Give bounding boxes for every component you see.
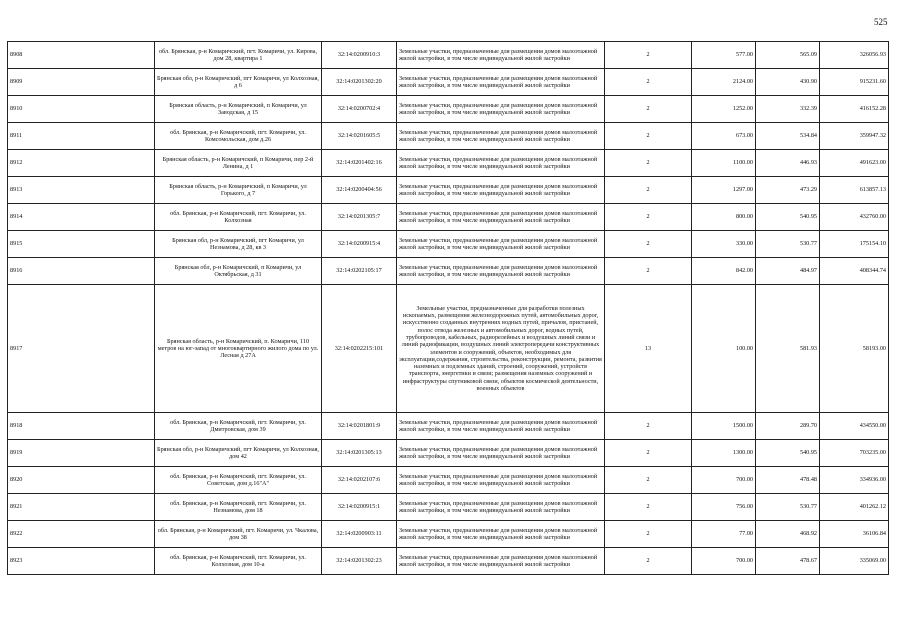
cadastral-number-cell: 32:14:0200702:4 bbox=[322, 96, 397, 123]
area-cell: 1297.00 bbox=[692, 177, 756, 204]
land-use-cell: Земельные участки, предназначенные для размещения домов малоэтажной жилой застройки, в том числе индивидуальной жилой застройки bbox=[397, 69, 605, 96]
category-code-cell: 2 bbox=[605, 521, 692, 548]
category-code-cell: 2 bbox=[605, 413, 692, 440]
address-cell: обл. Брянская, р-н Комаричский, пгт. Комаричи, ул. Незнамова, дом 18 bbox=[155, 494, 322, 521]
cadastral-number-cell: 32:14:0200910:3 bbox=[322, 42, 397, 69]
unit-value-cell: 581.93 bbox=[756, 285, 820, 413]
cadastral-number-cell: 32:14:0201801:9 bbox=[322, 413, 397, 440]
cadastral-value-cell: 326056.93 bbox=[820, 42, 889, 69]
address-cell: Брянская область, р-н Комаричский, п Комаричи, ул Горького, д 7 bbox=[155, 177, 322, 204]
cadastral-value-cell: 491623.00 bbox=[820, 150, 889, 177]
land-use-cell: Земельные участки, предназначенные для размещения домов малоэтажной жилой застройки, в том числе индивидуальной жилой застройки bbox=[397, 440, 605, 467]
area-cell: 100.00 bbox=[692, 285, 756, 413]
unit-value-cell: 473.29 bbox=[756, 177, 820, 204]
unit-value-cell: 565.09 bbox=[756, 42, 820, 69]
area-cell: 1252.00 bbox=[692, 96, 756, 123]
cadastral-number-cell: 32:14:0200404:56 bbox=[322, 177, 397, 204]
cadastral-value-cell: 175154.10 bbox=[820, 231, 889, 258]
address-cell: обл. Брянская, р-н Комаричский, пгт. Комаричи, ул. Советская, дом д.16"А" bbox=[155, 467, 322, 494]
land-use-cell: Земельные участки, предназначенные для размещения домов малоэтажной жилой застройки, в том числе индивидуальной жилой застройки bbox=[397, 548, 605, 575]
cadastral-value-cell: 359947.32 bbox=[820, 123, 889, 150]
unit-value-cell: 430.90 bbox=[756, 69, 820, 96]
row-number-cell: 8918 bbox=[8, 413, 155, 440]
table-row bbox=[8, 177, 889, 204]
category-code-cell: 2 bbox=[605, 204, 692, 231]
land-use-cell: Земельные участки, предназначенные для размещения домов малоэтажной жилой застройки, в том числе индивидуальной жилой застройки bbox=[397, 494, 605, 521]
category-code-cell: 2 bbox=[605, 231, 692, 258]
cadastral-number-cell: 32:14:0200915:1 bbox=[322, 494, 397, 521]
category-code-cell: 2 bbox=[605, 150, 692, 177]
category-code-cell: 2 bbox=[605, 123, 692, 150]
cadastral-number-cell: 32:14:0201402:16 bbox=[322, 150, 397, 177]
cadastral-value-cell: 401262.12 bbox=[820, 494, 889, 521]
row-number-cell: 8908 bbox=[8, 42, 155, 69]
cadastral-number-cell: 32:14:0201302:23 bbox=[322, 548, 397, 575]
category-code-cell: 2 bbox=[605, 177, 692, 204]
row-number-cell: 8922 bbox=[8, 521, 155, 548]
category-code-cell: 2 bbox=[605, 440, 692, 467]
row-number-cell: 8909 bbox=[8, 69, 155, 96]
unit-value-cell: 540.95 bbox=[756, 204, 820, 231]
cadastral-number-cell: 32:14:0202215:101 bbox=[322, 285, 397, 413]
category-code-cell: 2 bbox=[605, 69, 692, 96]
land-use-cell: Земельные участки, предназначенные для размещения домов малоэтажной жилой застройки, в том числе индивидуальной жилой застройки bbox=[397, 177, 605, 204]
row-number-cell: 8913 bbox=[8, 177, 155, 204]
land-use-cell: Земельные участки, предназначенные для размещения домов малоэтажной жилой застройки, в том числе индивидуальной жилой застройки bbox=[397, 521, 605, 548]
table-row bbox=[8, 521, 889, 548]
table-row bbox=[8, 413, 889, 440]
address-cell: обл. Брянская, р-н Комаричский, пгт. Комаричи, ул. Кирова, дом 28, квартира 1 bbox=[155, 42, 322, 69]
row-number-cell: 8921 bbox=[8, 494, 155, 521]
table-row bbox=[8, 467, 889, 494]
row-number-cell: 8911 bbox=[8, 123, 155, 150]
category-code-cell: 2 bbox=[605, 96, 692, 123]
area-cell: 700.00 bbox=[692, 467, 756, 494]
cadastral-value-cell: 613857.13 bbox=[820, 177, 889, 204]
unit-value-cell: 540.95 bbox=[756, 440, 820, 467]
row-number-cell: 8916 bbox=[8, 258, 155, 285]
address-cell: Брянская область, р-н Комаричский, п Комаричи, ул Заводская, д 15 bbox=[155, 96, 322, 123]
unit-value-cell: 478.67 bbox=[756, 548, 820, 575]
table-row bbox=[8, 42, 889, 69]
address-cell: Брянская область, р-н Комаричский, п. Комаричи, 110 метров на юг-запад от многоквартирного жилого дома по ул. Лесная д 27А bbox=[155, 285, 322, 413]
cadastral-value-cell: 915231.60 bbox=[820, 69, 889, 96]
address-cell: обл. Брянская, р-н Комаричский, пгт. Комаричи, ул. Дмитровская, дом 39 bbox=[155, 413, 322, 440]
cadastral-value-cell: 434550.00 bbox=[820, 413, 889, 440]
land-use-cell: Земельные участки, предназначенные для размещения домов малоэтажной жилой застройки, в том числе индивидуальной жилой застройки bbox=[397, 42, 605, 69]
row-number-cell: 8917 bbox=[8, 285, 155, 413]
area-cell: 1100.00 bbox=[692, 150, 756, 177]
cadastral-number-cell: 32:14:0202105:17 bbox=[322, 258, 397, 285]
land-use-cell: Земельные участки, предназначенные для размещения домов малоэтажной жилой застройки, в том числе индивидуальной жилой застройки bbox=[397, 123, 605, 150]
area-cell: 700.00 bbox=[692, 548, 756, 575]
address-cell: Брянская область, р-н Комаричский, п Комаричи, пер 2-й Ленина, д 1 bbox=[155, 150, 322, 177]
land-use-cell: Земельные участки, предназначенные для размещения домов малоэтажной жилой застройки, в том числе индивидуальной жилой застройки bbox=[397, 150, 605, 177]
table-row bbox=[8, 123, 889, 150]
unit-value-cell: 468.92 bbox=[756, 521, 820, 548]
table-row bbox=[8, 96, 889, 123]
row-number-cell: 8923 bbox=[8, 548, 155, 575]
land-use-cell: Земельные участки, предназначенные для размещения домов малоэтажной жилой застройки, в том числе индивидуальной жилой застройки bbox=[397, 413, 605, 440]
area-cell: 842.00 bbox=[692, 258, 756, 285]
address-cell: Брянская обл, р-н Комаричский, пгт Комаричи, ул Незнамова, д 28, кв 3 bbox=[155, 231, 322, 258]
cadastral-value-cell: 703235.00 bbox=[820, 440, 889, 467]
row-number-cell: 8910 bbox=[8, 96, 155, 123]
address-cell: обл. Брянская, р-н Комаричский, пгт. Комаричи, ул. Комсомольская, дом д.26 bbox=[155, 123, 322, 150]
area-cell: 330.00 bbox=[692, 231, 756, 258]
area-cell: 2124.00 bbox=[692, 69, 756, 96]
category-code-cell: 2 bbox=[605, 42, 692, 69]
page-number: 525 bbox=[874, 17, 888, 27]
table-row bbox=[8, 440, 889, 467]
cadastral-number-cell: 32:14:0202107:6 bbox=[322, 467, 397, 494]
table-row bbox=[8, 204, 889, 231]
land-use-cell: Земельные участки, предназначенные для размещения домов малоэтажной жилой застройки, в том числе индивидуальной жилой застройки bbox=[397, 258, 605, 285]
cadastral-number-cell: 32:14:0201305:13 bbox=[322, 440, 397, 467]
unit-value-cell: 289.70 bbox=[756, 413, 820, 440]
table-row bbox=[8, 150, 889, 177]
cadastral-number-cell: 32:14:0201302:20 bbox=[322, 69, 397, 96]
address-cell: обл. Брянская, р-н Комаричский, пгт. Комаричи, ул. Колхозная bbox=[155, 204, 322, 231]
area-cell: 800.00 bbox=[692, 204, 756, 231]
area-cell: 1300.00 bbox=[692, 440, 756, 467]
cadastral-value-cell: 36106.84 bbox=[820, 521, 889, 548]
table-row bbox=[8, 285, 889, 413]
row-number-cell: 8914 bbox=[8, 204, 155, 231]
land-use-cell: Земельные участки, предназначенные для размещения домов малоэтажной жилой застройки, в том числе индивидуальной жилой застройки bbox=[397, 467, 605, 494]
cadastral-number-cell: 32:14:0201605:5 bbox=[322, 123, 397, 150]
address-cell: Брянская обл, р-н Комаричский, п Комаричи, ул Октябрьская, д 31 bbox=[155, 258, 322, 285]
cadastral-value-cell: 432760.00 bbox=[820, 204, 889, 231]
area-cell: 1500.00 bbox=[692, 413, 756, 440]
area-cell: 77.00 bbox=[692, 521, 756, 548]
unit-value-cell: 530.77 bbox=[756, 231, 820, 258]
table-row bbox=[8, 258, 889, 285]
category-code-cell: 2 bbox=[605, 258, 692, 285]
row-number-cell: 8920 bbox=[8, 467, 155, 494]
land-use-cell: Земельные участки, предназначенные для размещения домов малоэтажной жилой застройки, в том числе индивидуальной жилой застройки bbox=[397, 96, 605, 123]
address-cell: обл. Брянская, р-н Комаричский, пгт. Комаричи, ул. Колхозная, дом 10-а bbox=[155, 548, 322, 575]
land-registry-table bbox=[7, 41, 889, 575]
cadastral-value-cell: 58193.00 bbox=[820, 285, 889, 413]
cadastral-value-cell: 416152.28 bbox=[820, 96, 889, 123]
unit-value-cell: 484.97 bbox=[756, 258, 820, 285]
category-code-cell: 13 bbox=[605, 285, 692, 413]
land-use-cell: Земельные участки, предназначенные для размещения домов малоэтажной жилой застройки, в том числе индивидуальной жилой застройки bbox=[397, 204, 605, 231]
area-cell: 577.00 bbox=[692, 42, 756, 69]
category-code-cell: 2 bbox=[605, 548, 692, 575]
unit-value-cell: 534.84 bbox=[756, 123, 820, 150]
row-number-cell: 8915 bbox=[8, 231, 155, 258]
table-row bbox=[8, 494, 889, 521]
area-cell: 673.00 bbox=[692, 123, 756, 150]
cadastral-number-cell: 32:14:0201305:7 bbox=[322, 204, 397, 231]
table-row bbox=[8, 231, 889, 258]
land-use-cell: Земельные участки, предназначенные для разработки полезных ископаемых, размещения железнодорожных путей, автомобильных дорог, искусственно созданных внутренних водных путей, причалов, пристаней, полос отвода железных и автомобильных дорог, водных путей, трубопроводов, кабельных, радиорелейных и воздушных линий связи и линий радиофикации, воздушных линий электропередачи конструктивных элементов и сооружений, объектов, необходимых для эксплуатации,содержания, строительства, реконструкции, ремонта, развития наземных и подземных зданий, строений, сооружений, устройств транспорта, энергетики и связи; размещения наземных сооружений и инфраструктуры спутниковой связи, объектов космической деятельности, военных объектов bbox=[397, 285, 605, 413]
table-row bbox=[8, 548, 889, 575]
cadastral-number-cell: 32:14:0200903:11 bbox=[322, 521, 397, 548]
cadastral-value-cell: 334936.00 bbox=[820, 467, 889, 494]
cadastral-value-cell: 408344.74 bbox=[820, 258, 889, 285]
table-body bbox=[8, 42, 889, 575]
unit-value-cell: 478.48 bbox=[756, 467, 820, 494]
unit-value-cell: 332.39 bbox=[756, 96, 820, 123]
table-row bbox=[8, 69, 889, 96]
address-cell: обл. Брянская, р-н Комаричский, пгт. Комаричи, ул. Чкалова, дом 38 bbox=[155, 521, 322, 548]
category-code-cell: 2 bbox=[605, 494, 692, 521]
land-use-cell: Земельные участки, предназначенные для размещения домов малоэтажной жилой застройки, в том числе индивидуальной жилой застройки bbox=[397, 231, 605, 258]
cadastral-number-cell: 32:14:0200915:4 bbox=[322, 231, 397, 258]
row-number-cell: 8919 bbox=[8, 440, 155, 467]
address-cell: Брянская обл, р-н Комаричский, пгт Комаричи, ул Колхозная, дом 42 bbox=[155, 440, 322, 467]
cadastral-value-cell: 335069.00 bbox=[820, 548, 889, 575]
unit-value-cell: 530.77 bbox=[756, 494, 820, 521]
row-number-cell: 8912 bbox=[8, 150, 155, 177]
area-cell: 756.00 bbox=[692, 494, 756, 521]
address-cell: Брянская обл, р-н Комаричский, пгт Комаричи, ул Колхозная, д 6 bbox=[155, 69, 322, 96]
category-code-cell: 2 bbox=[605, 467, 692, 494]
unit-value-cell: 446.93 bbox=[756, 150, 820, 177]
